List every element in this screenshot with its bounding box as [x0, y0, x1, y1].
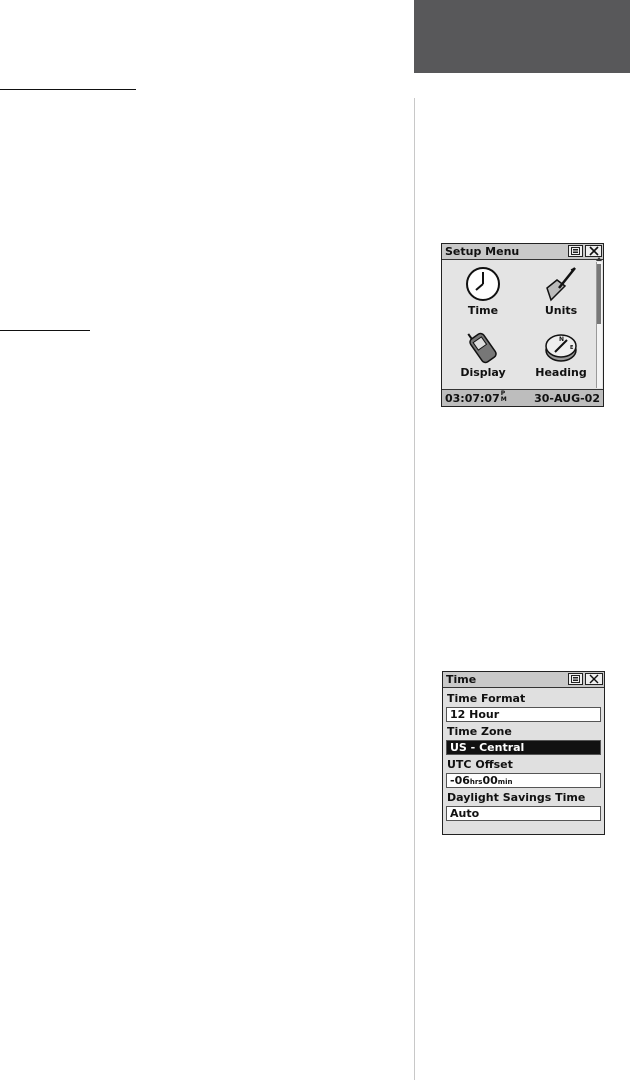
menu-item-display-label: Display	[460, 366, 506, 379]
menu-item-units[interactable]	[524, 262, 598, 322]
menu-icon[interactable]	[568, 245, 583, 257]
status-bar	[442, 389, 603, 406]
menu-item-display[interactable]	[446, 324, 520, 384]
menu-item-time-label: Time	[467, 304, 499, 317]
section-tab	[414, 0, 630, 73]
setup-menu-grid	[446, 262, 594, 382]
menu-icon[interactable]	[568, 673, 583, 685]
ruler-icon	[541, 264, 581, 304]
time-format-label: Time Format	[447, 692, 526, 705]
setup-menu-title: Setup Menu	[445, 245, 520, 258]
time-setup-screen	[442, 671, 605, 835]
svg-text:N: N	[559, 336, 565, 343]
handheld-device-icon	[463, 326, 503, 366]
clock-icon	[463, 264, 503, 304]
heading-rule-short	[0, 330, 90, 331]
menu-item-time[interactable]	[446, 262, 520, 322]
close-icon[interactable]	[585, 245, 602, 257]
close-icon[interactable]	[585, 673, 603, 685]
time-zone-label: Time Zone	[447, 725, 512, 738]
setup-menu-title-bar	[442, 244, 603, 260]
time-title: Time	[446, 673, 477, 686]
utc-offset-label: UTC Offset	[447, 758, 513, 771]
time-title-bar	[443, 672, 604, 688]
utc-offset-field[interactable]: -06hrs00min	[446, 773, 601, 788]
status-date: 30-AUG-02	[534, 392, 600, 405]
setup-menu-screen	[441, 243, 604, 407]
heading-rule	[0, 89, 136, 90]
status-time: 03:07:07P M	[445, 390, 507, 405]
daylight-savings-label: Daylight Savings Time	[447, 791, 586, 804]
menu-item-units-label: Units	[544, 304, 578, 317]
daylight-savings-field[interactable]: Auto	[446, 806, 601, 821]
sidebar-divider	[414, 98, 415, 1080]
time-zone-field[interactable]: US - Central	[446, 740, 601, 755]
menu-item-heading-label: Heading	[535, 366, 587, 379]
svg-text:E: E	[570, 345, 574, 351]
status-ampm: P M	[500, 390, 507, 403]
scrollbar-thumb[interactable]	[597, 264, 601, 324]
menu-item-heading[interactable]	[524, 324, 598, 384]
menu-scrollbar[interactable]	[596, 262, 602, 388]
scroll-up-arrow-icon[interactable]	[596, 257, 602, 261]
time-format-field[interactable]: 12 Hour	[446, 707, 601, 722]
compass-icon	[541, 326, 581, 366]
